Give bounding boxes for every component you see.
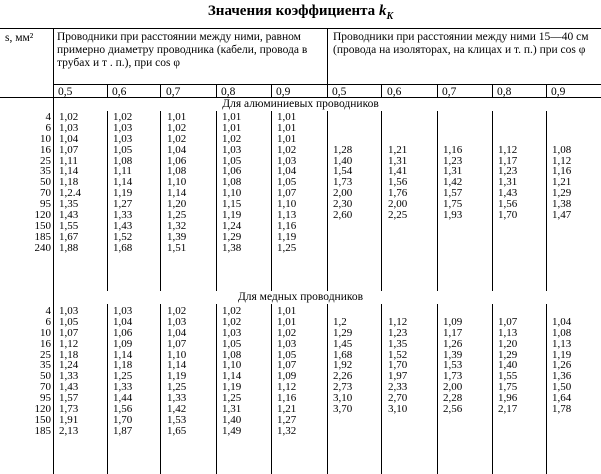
cell-value: 1,10	[167, 348, 187, 361]
cell-value: 1,44	[113, 392, 133, 405]
cell-value: 2,00	[388, 198, 408, 211]
cell-value: 1,33	[113, 209, 133, 222]
header-cos-6: 0,5	[332, 86, 347, 98]
cell-value: 1,50	[552, 381, 572, 394]
cell-value: 1,70	[113, 413, 133, 426]
cell-value: 1,21	[277, 403, 297, 416]
cell-value: 1,08	[222, 348, 242, 361]
cell-value: 1,57	[59, 392, 79, 405]
cell-value: 1,39	[443, 348, 463, 361]
cell-value: 1,20	[167, 198, 187, 211]
cell-value: 2,33	[388, 381, 408, 394]
cell-value: 2,30	[333, 198, 353, 211]
cell-value: 1,01	[277, 315, 297, 328]
cell-value: 1,07	[59, 326, 79, 339]
cell-value: 1,56	[113, 403, 133, 416]
cell-value: 1,06	[167, 154, 187, 167]
cell-value: 1,57	[443, 187, 463, 200]
cell-value: 1,12	[277, 381, 297, 394]
cell-value: 1,29	[498, 348, 518, 361]
table-row	[0, 415, 601, 426]
cell-value: 1,02	[167, 121, 187, 134]
table-row	[0, 210, 601, 221]
table-row	[0, 112, 601, 123]
cell-value: 1,27	[277, 413, 297, 426]
cell-value: 1,36	[552, 370, 572, 383]
header-cos-5: 0,9	[276, 86, 291, 98]
cell-value: 1,02	[222, 315, 242, 328]
cell-value: 1,05	[59, 315, 79, 328]
cell-value: 1,40	[498, 359, 518, 372]
section-title-aluminium: Для алюминиевых проводников	[222, 98, 379, 110]
cell-value: 1,09	[277, 370, 297, 383]
cell-value: 1,33	[59, 370, 79, 383]
cell-value: 2,00	[443, 381, 463, 394]
cell-value: 1,43	[113, 219, 133, 232]
cell-value: 1,38	[552, 198, 572, 211]
cell-value: 1,03	[222, 143, 242, 156]
cell-value: 1,25	[222, 392, 242, 405]
cell-value: 1,03	[277, 337, 297, 350]
cell-value: 1,16	[443, 143, 463, 156]
cell-value: 1,51	[167, 241, 187, 254]
cell-value: 1,32	[277, 424, 297, 437]
cell-value: 1,27	[113, 198, 133, 211]
col-divider-8	[492, 84, 493, 98]
cell-cross-section: 50	[40, 370, 51, 383]
cell-cross-section: 6	[45, 121, 51, 134]
header-cos-2: 0,6	[112, 86, 127, 98]
cell-value: 2,13	[59, 424, 79, 437]
cell-value: 1,68	[113, 241, 133, 254]
header-cos-3: 0,7	[166, 86, 181, 98]
cell-cross-section: 240	[34, 241, 51, 254]
cell-cross-section: 95	[40, 392, 51, 405]
cell-value: 1,03	[59, 305, 79, 317]
table-row	[0, 243, 601, 254]
cell-value: 1,05	[113, 143, 133, 156]
cell-value: 1,05	[277, 176, 297, 189]
cell-value: 1,05	[222, 337, 242, 350]
cell-value: 1,25	[167, 209, 187, 222]
table-row	[0, 232, 601, 243]
cell-value: 1,17	[498, 154, 518, 167]
cell-value: 1,16	[277, 219, 297, 232]
cell-value: 1,26	[552, 359, 572, 372]
cell-value: 1,21	[388, 143, 408, 156]
cell-value: 1,10	[167, 176, 187, 189]
cell-value: 1,49	[222, 424, 242, 437]
table-row	[0, 145, 601, 156]
cell-value: 1,29	[552, 187, 572, 200]
cell-value: 1,10	[222, 187, 242, 200]
cell-value: 1,12	[552, 154, 572, 167]
cell-value: 1,91	[59, 413, 79, 426]
cell-value: 2,28	[443, 392, 463, 405]
cell-value: 1,15	[222, 198, 242, 211]
cell-value: 1,12	[498, 143, 518, 156]
cell-value: 1,04	[552, 315, 572, 328]
col-divider-group	[327, 28, 328, 98]
cell-value: 1,55	[498, 370, 518, 383]
cell-value: 1,02	[277, 326, 297, 339]
cell-value: 1,29	[333, 326, 353, 339]
cell-value: 1,04	[59, 132, 79, 145]
cell-value: 1,02	[167, 305, 187, 317]
cell-value: 1,01	[277, 111, 297, 123]
cell-value: 1,23	[498, 165, 518, 178]
aluminium-rows	[0, 112, 601, 254]
cell-value: 1,19	[222, 381, 242, 394]
cell-value: 1,24	[59, 359, 79, 372]
cell-value: 1,12	[59, 337, 79, 350]
cell-value: 1,43	[498, 187, 518, 200]
cell-value: 1,02	[167, 132, 187, 145]
cell-value: 3,70	[333, 403, 353, 416]
cell-value: 1,09	[113, 337, 133, 350]
cell-value: 2,00	[333, 187, 353, 200]
cell-value: 1,68	[333, 348, 353, 361]
cell-value: 1,02	[222, 132, 242, 145]
cell-value: 1,93	[443, 209, 463, 222]
col-divider-4	[271, 84, 272, 98]
cell-value: 1,17	[443, 326, 463, 339]
cell-value: 1,25	[277, 241, 297, 254]
cell-value: 3,10	[388, 403, 408, 416]
table-row	[0, 123, 601, 134]
cell-value: 1,55	[59, 219, 79, 232]
cell-value: 1,2.4	[59, 187, 81, 200]
cell-value: 1,07	[59, 143, 79, 156]
cell-value: 1,16	[277, 392, 297, 405]
cell-value: 2,25	[388, 209, 408, 222]
section-title-copper: Для медных проводников	[237, 291, 364, 303]
cell-value: 1,14	[59, 165, 79, 178]
cell-value: 1,70	[388, 359, 408, 372]
cell-value: 1,19	[113, 187, 133, 200]
cell-value: 1,20	[498, 337, 518, 350]
cell-value: 1,76	[388, 187, 408, 200]
cell-cross-section: 120	[34, 209, 51, 222]
cell-value: 1,13	[498, 326, 518, 339]
cell-value: 1,24	[222, 219, 242, 232]
cell-value: 1,31	[388, 154, 408, 167]
cell-value: 1,03	[277, 154, 297, 167]
cell-cross-section: 70	[40, 381, 51, 394]
cell-value: 1,25	[167, 381, 187, 394]
cell-value: 1,03	[167, 315, 187, 328]
cell-value: 1,32	[167, 219, 187, 232]
header-cos-4: 0,8	[221, 86, 236, 98]
cell-cross-section: 185	[34, 230, 51, 243]
cell-value: 1,2	[333, 315, 347, 328]
cell-value: 1,42	[443, 176, 463, 189]
cell-value: 1,06	[222, 165, 242, 178]
cell-value: 1,05	[277, 348, 297, 361]
cell-value: 1,07	[277, 187, 297, 200]
cell-value: 1,03	[113, 305, 133, 317]
header-group-close: Проводники при расстоянии между ними, равном примерно диаметру проводника (кабели, провода в трубах и т . п.), при cos φ	[57, 31, 308, 70]
col-divider-1	[107, 84, 108, 98]
col-divider-7	[437, 84, 438, 98]
cell-value: 1,02	[59, 111, 79, 123]
cell-value: 1,16	[552, 165, 572, 178]
cell-value: 1,43	[59, 381, 79, 394]
cell-value: 2,17	[498, 403, 518, 416]
cell-value: 1,04	[113, 315, 133, 328]
cell-cross-section: 6	[45, 315, 51, 328]
cell-cross-section: 70	[40, 187, 51, 200]
cell-value: 1,19	[277, 230, 297, 243]
cell-value: 1,73	[59, 403, 79, 416]
cell-cross-section: 150	[34, 413, 51, 426]
cell-value: 1,73	[443, 370, 463, 383]
cell-value: 1,11	[59, 154, 78, 167]
cell-value: 1,26	[443, 337, 463, 350]
cell-value: 1,53	[443, 359, 463, 372]
header-top-rule	[0, 28, 601, 29]
cell-cross-section: 120	[34, 403, 51, 416]
cell-value: 1,03	[59, 121, 79, 134]
cell-value: 1,04	[167, 143, 187, 156]
table-row	[0, 221, 601, 232]
cell-value: 1,75	[498, 381, 518, 394]
cell-value: 1,14	[113, 348, 133, 361]
cell-value: 1,52	[113, 230, 133, 243]
header-group-spaced: Проводники при расстоянии между ними 15—40 см (провода на изоляторах, на клицах и т. п.) при cos φ	[333, 31, 589, 57]
table-row	[0, 404, 601, 415]
header-cos-1: 0,5	[58, 86, 73, 98]
cell-value: 1,43	[59, 209, 79, 222]
table-row	[0, 426, 601, 437]
header-cos-8: 0,7	[442, 86, 457, 98]
cell-value: 1,40	[333, 154, 353, 167]
cell-value: 1,54	[333, 165, 353, 178]
cell-value: 1,14	[167, 187, 187, 200]
cell-value: 1,01	[167, 111, 187, 123]
cell-value: 1,35	[59, 198, 79, 211]
cell-cross-section: 50	[40, 176, 51, 189]
cell-value: 2,70	[388, 392, 408, 405]
cell-value: 1,08	[113, 154, 133, 167]
cell-value: 1,08	[552, 143, 572, 156]
cell-cross-section: 4	[45, 305, 51, 317]
cell-value: 1,08	[552, 326, 572, 339]
cell-value: 1,14	[167, 359, 187, 372]
cell-value: 1,78	[552, 403, 572, 416]
cell-value: 1,31	[222, 403, 242, 416]
cell-cross-section: 25	[40, 348, 51, 361]
cell-value: 1,14	[113, 176, 133, 189]
cell-value: 1,92	[333, 359, 353, 372]
cell-value: 1,25	[113, 370, 133, 383]
header-s-label: s, мм²	[5, 32, 34, 44]
cell-value: 1,87	[113, 424, 133, 437]
cell-value: 1,31	[443, 165, 463, 178]
cell-value: 1,02	[277, 143, 297, 156]
cell-value: 1,18	[59, 176, 79, 189]
cell-value: 1,14	[222, 370, 242, 383]
copper-rows	[0, 306, 601, 437]
header-cos-9: 0,8	[497, 86, 512, 98]
cell-value: 1,07	[498, 315, 518, 328]
cell-value: 1,04	[167, 326, 187, 339]
cell-value: 1,73	[333, 176, 353, 189]
cell-value: 1,70	[498, 209, 518, 222]
cell-value: 1,18	[59, 348, 79, 361]
cell-value: 1,28	[333, 143, 353, 156]
col-divider-9	[546, 84, 547, 98]
cell-value: 1,10	[222, 359, 242, 372]
cell-value: 1,33	[167, 392, 187, 405]
col-divider-6	[381, 84, 382, 98]
cell-value: 1,08	[222, 176, 242, 189]
cell-value: 1,23	[388, 326, 408, 339]
cell-value: 1,03	[222, 326, 242, 339]
cell-value: 1,38	[222, 241, 242, 254]
cell-value: 1,02	[222, 305, 242, 317]
cell-cross-section: 150	[34, 219, 51, 232]
cell-value: 1,97	[388, 370, 408, 383]
cell-value: 1,23	[443, 154, 463, 167]
cell-value: 1,09	[443, 315, 463, 328]
cell-value: 1,19	[222, 209, 242, 222]
table-title: Значения коэффициента $k_K$	[207, 3, 394, 22]
cell-value: 1,40	[222, 413, 242, 426]
cell-value: 1,07	[277, 359, 297, 372]
cell-value: 1,67	[59, 230, 79, 243]
cell-value: 2,73	[333, 381, 353, 394]
cell-value: 1,07	[167, 337, 187, 350]
col-divider-3	[216, 84, 217, 98]
cell-value: 1,13	[552, 337, 572, 350]
cell-cross-section: 35	[40, 359, 51, 372]
cell-value: 1,11	[113, 165, 132, 178]
cell-value: 1,42	[167, 403, 187, 416]
cell-value: 1,29	[222, 230, 242, 243]
header-cos-7: 0,6	[387, 86, 402, 98]
cell-value: 1,39	[167, 230, 187, 243]
cell-value: 1,52	[388, 348, 408, 361]
cell-cross-section: 16	[40, 337, 51, 350]
cell-value: 1,31	[498, 176, 518, 189]
cell-value: 1,01	[222, 121, 242, 134]
cell-value: 1,10	[277, 198, 297, 211]
cell-value: 1,13	[277, 209, 297, 222]
cell-value: 1,56	[388, 176, 408, 189]
cell-cross-section: 185	[34, 424, 51, 437]
cell-value: 1,03	[113, 132, 133, 145]
cell-cross-section: 10	[40, 132, 51, 145]
cell-value: 2,26	[333, 370, 353, 383]
cell-value: 1,19	[167, 370, 187, 383]
cell-value: 1,01	[277, 132, 297, 145]
cell-value: 1,04	[277, 165, 297, 178]
cell-value: 1,18	[113, 359, 133, 372]
cell-value: 3,10	[333, 392, 353, 405]
cell-value: 1,56	[498, 198, 518, 211]
cell-cross-section: 35	[40, 165, 51, 178]
cell-value: 1,88	[59, 241, 79, 254]
cell-value: 1,01	[222, 111, 242, 123]
header-cos-10: 0,9	[551, 86, 566, 98]
cell-value: 1,08	[167, 165, 187, 178]
cell-value: 1,53	[167, 413, 187, 426]
cell-value: 1,96	[498, 392, 518, 405]
cell-value: 2,60	[333, 209, 353, 222]
cell-value: 1,12	[388, 315, 408, 328]
cell-cross-section: 25	[40, 154, 51, 167]
table-row	[0, 339, 601, 350]
cell-value: 1,41	[388, 165, 408, 178]
cell-cross-section: 95	[40, 198, 51, 211]
cell-value: 1,05	[222, 154, 242, 167]
cell-value: 1,01	[277, 121, 297, 134]
cell-value: 1,45	[333, 337, 353, 350]
cell-cross-section: 4	[45, 111, 51, 123]
cell-value: 2,56	[443, 403, 463, 416]
cell-cross-section: 16	[40, 143, 51, 156]
cell-value: 1,65	[167, 424, 187, 437]
cell-value: 1,21	[552, 176, 572, 189]
cell-value: 1,06	[113, 326, 133, 339]
col-divider-2	[160, 84, 161, 98]
cell-value: 1,47	[552, 209, 572, 222]
cell-value: 1,75	[443, 198, 463, 211]
cell-cross-section: 10	[40, 326, 51, 339]
cell-value: 1,35	[388, 337, 408, 350]
cell-value: 1,01	[277, 305, 297, 317]
cell-value: 1,64	[552, 392, 572, 405]
cell-value: 1,33	[113, 381, 133, 394]
cell-value: 1,02	[113, 111, 133, 123]
cell-value: 1,03	[113, 121, 133, 134]
cell-value: 1,19	[552, 348, 572, 361]
